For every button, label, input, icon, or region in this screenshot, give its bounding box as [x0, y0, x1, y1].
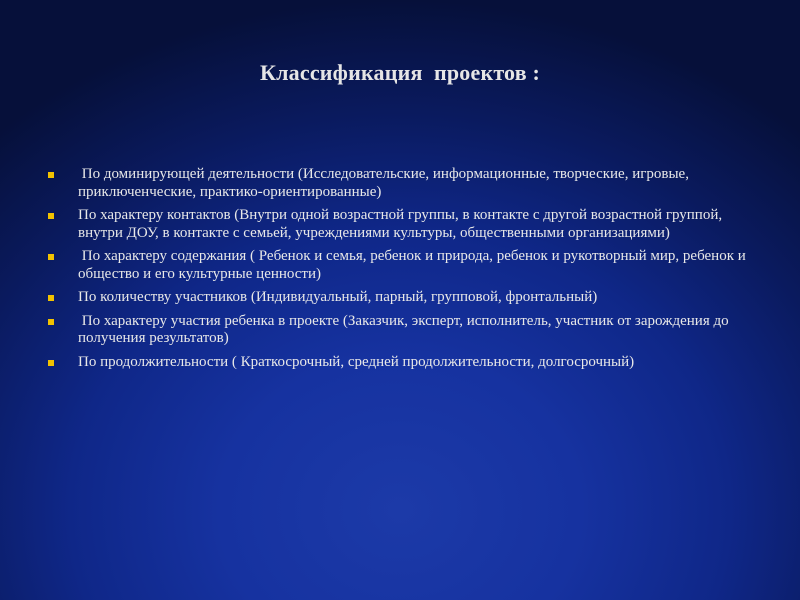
bullet-list	[48, 166, 768, 377]
bullet-item-contacts	[48, 207, 768, 242]
bullet-item-participants	[48, 289, 768, 307]
bullet-text: По характеру содержания ( Ребенок и семья, ребенок и природа, ребенок и рукотворный мир, ребенок и общество и его культурные ценности)	[78, 248, 750, 282]
bullet-item-duration	[48, 354, 768, 372]
square-bullet-icon	[48, 360, 54, 366]
square-bullet-icon	[48, 172, 54, 178]
square-bullet-icon	[48, 295, 54, 301]
bullet-text: По характеру участия ребенка в проекте (Заказчик, эксперт, исполнитель, участник от зарождения до получения результатов)	[78, 312, 733, 346]
bullet-item-dominant-activity	[48, 166, 768, 201]
slide-title: Классификация проектов :	[259, 60, 541, 85]
square-bullet-icon	[48, 319, 54, 325]
bullet-item-child-participation	[48, 313, 768, 348]
bullet-text: По характеру контактов (Внутри одной возрастной группы, в контакте с другой возрастной группой, внутри ДОУ, в контакте с семьей, учреждениями культуры, общественными организациями)	[78, 207, 726, 241]
bullet-item-content	[48, 248, 768, 283]
bullet-text: По продолжительности ( Краткосрочный, средней продолжительности, долгосрочный)	[78, 353, 635, 370]
square-bullet-icon	[48, 254, 54, 260]
bullet-text: По доминирующей деятельности (Исследовательские, информационные, творческие, игровые, приключенческие, практико-ориентированные)	[78, 166, 693, 200]
bullet-text: По количеству участников (Индивидуальный, парный, групповой, фронтальный)	[78, 289, 598, 305]
square-bullet-icon	[48, 213, 54, 219]
